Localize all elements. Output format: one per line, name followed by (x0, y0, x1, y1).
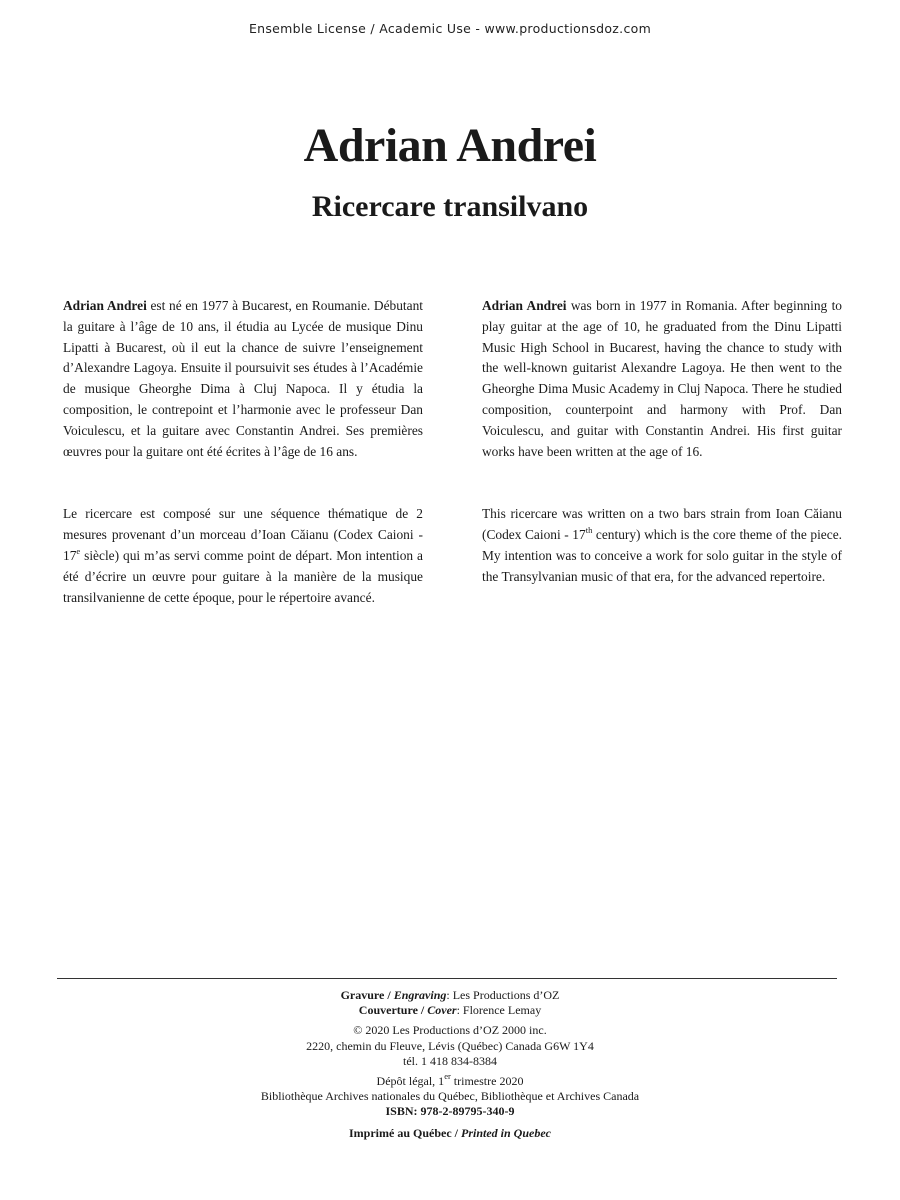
french-bio-name: Adrian Andrei (63, 298, 147, 313)
french-century-sup: e (76, 545, 81, 556)
cover-credit: Couverture / Cover: Florence Lemay (358, 1003, 542, 1018)
phone-line: tél. 1 418 834-8384 (403, 1053, 497, 1068)
french-column (63, 296, 423, 608)
french-biography (63, 296, 423, 462)
english-bio-name: Adrian Andrei (482, 298, 567, 313)
english-bio-text: was born in 1977 in Romania. After beginning to play guitar at the age of 10, he graduated from the Dinu Lipatti Music High School in Bucarest, having the chance to study with the well-known guitarist Alexandre Lagoya. He then went to the Gheorghe Dima Music Academy in Cluj Napoca. There he studied composition, counterpoint and harmony with Prof. Dan Voiculescu, and guitar with Constantin Andrei. His first guitar works have been written at the age of 16. (482, 298, 842, 459)
copyright-line: © 2020 Les Productions d’OZ 2000 inc. (353, 1023, 547, 1038)
english-piece-note (482, 504, 842, 587)
composer-name: Adrian Andrei (303, 119, 597, 172)
isbn-line: ISBN: 978-2-89795-340-9 (385, 1104, 515, 1119)
english-piece-text-a: This ricercare was written on a two bars strain from Ioan Căianu (Codex Caioni - 17 (482, 506, 842, 543)
english-biography (482, 296, 842, 462)
address-line: 2220, chemin du Fleuve, Lévis (Québec) Canada G6W 1Y4 (306, 1038, 594, 1053)
libraries-line: Bibliothèque Archives nationales du Québec, Bibliothèque et Archives Canada (260, 1089, 640, 1104)
piece-title: Ricercare transilvano (311, 190, 589, 223)
colophon (0, 988, 900, 1141)
license-notice: Ensemble License / Academic Use - www.productionsdoz.com (248, 21, 652, 36)
english-piece-text-b: century) which is the core theme of the piece. My intention was to conceive a work for solo guitar in the style of the Transylvanian music of that era, for the advanced repertoire. (482, 527, 842, 584)
engraving-credit: Gravure / Engraving: Les Productions d’OZ (340, 988, 560, 1002)
footer-divider (57, 978, 837, 979)
french-piece-text-b: siècle) qui m’as servi comme point de départ. Mon intention a été d’écrire un œuvre pour guitare à la manière de la musique transilvanienne de cette époque, pour le répertoire avancé. (63, 547, 423, 605)
legal-deposit-line: Dépôt légal, 1er trimestre 2020 (376, 1071, 524, 1089)
french-piece-text-a: Le ricercare est composé sur une séquence thématique de 2 mesures provenant d’un morceau d’Ioan Căianu (Codex Caioni - 17 (63, 506, 423, 563)
french-bio-text: est né en 1977 à Bucarest, en Roumanie. Débutant la guitare à l’âge de 10 ans, il étudia au Lycée de musique Dinu Lipatti à Bucarest, où il eut la chance de suivre l’enseignement d’Alexandre Lagoya. Ensuite il poursuivit ses études à l’Académie de musique Gheorghe Dima à Cluj Napoca. Il y étudia la composition, le contrepoint et l’harmonie avec le professeur Dan Voiculescu, et la guitare avec Constantin Andrei. Ses premières œuvres pour la guitare ont été écrites à l’âge de 16 ans. (63, 298, 424, 459)
printed-line: Imprimé au Québec / Printed in Quebec (349, 1125, 551, 1140)
english-century-sup: th (585, 524, 593, 535)
english-column (482, 296, 842, 588)
french-piece-note (63, 504, 423, 608)
